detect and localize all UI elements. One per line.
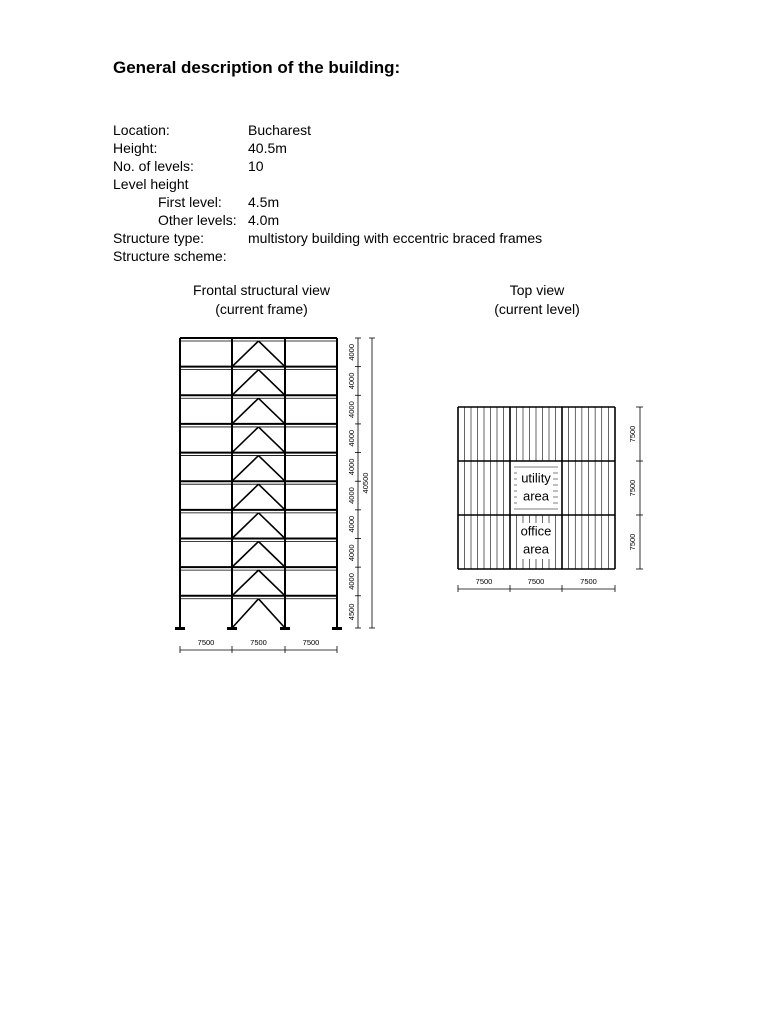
brace-member	[259, 513, 286, 539]
bay-width-label: 7500	[580, 576, 597, 586]
info-label: Structure type:	[113, 230, 205, 246]
brace-member	[232, 341, 259, 367]
level-height-label: 4500	[346, 603, 356, 621]
bay-width-label: 7500	[475, 576, 493, 586]
brace-member	[232, 456, 259, 482]
support-symbol	[280, 627, 290, 630]
brace-member	[259, 370, 286, 396]
level-height-label: 4000	[346, 429, 356, 447]
info-value: Bucharest	[248, 122, 312, 138]
level-height-label: 4000	[346, 372, 356, 390]
top-view-drawing	[458, 407, 643, 592]
top-caption-line1: Top view	[509, 282, 565, 298]
brace-member	[259, 484, 286, 510]
level-height-label: 4000	[346, 487, 356, 504]
info-value: 40.5m	[248, 140, 287, 156]
total-height-label: 40500	[360, 472, 370, 494]
brace-member	[259, 570, 286, 596]
support-symbol	[332, 627, 342, 630]
level-height-label: 4000	[346, 544, 356, 562]
span-label: 7500	[250, 637, 267, 647]
brace-member	[259, 398, 286, 424]
brace-member	[232, 370, 259, 396]
brace-member	[232, 398, 259, 424]
brace-member	[232, 427, 259, 453]
utility-area-label: area	[522, 488, 550, 504]
info-label: No. of levels:	[113, 158, 194, 174]
info-label: First level:	[158, 194, 222, 210]
frontal-structural-drawing	[175, 338, 375, 653]
level-height-label: 4000	[346, 458, 356, 476]
brace-member	[259, 541, 286, 567]
brace-member	[259, 341, 286, 367]
utility-area-label: utility	[521, 470, 551, 486]
info-label: Structure scheme:	[113, 248, 227, 264]
document-title: General description of the building:	[113, 58, 401, 77]
support-symbol	[175, 627, 185, 630]
brace-member	[259, 456, 286, 482]
frontal-caption-line2: (current frame)	[215, 301, 308, 317]
bay-depth-label: 7500	[627, 479, 637, 497]
level-height-label: 4000	[346, 401, 356, 418]
info-value: 4.0m	[248, 212, 280, 228]
info-value: 10	[248, 158, 264, 174]
span-label: 7500	[197, 637, 215, 647]
level-height-label: 4000	[346, 515, 356, 533]
info-label: Level height	[113, 176, 189, 192]
office-area-label: area	[522, 541, 550, 557]
bay-depth-label: 7500	[627, 533, 637, 551]
info-label: Location:	[113, 122, 170, 138]
top-caption-line2: (current level)	[494, 301, 580, 317]
office-area-label: office	[520, 523, 552, 539]
info-label: Other levels:	[158, 212, 237, 228]
brace-member	[259, 427, 286, 453]
bay-depth-label: 7500	[627, 425, 637, 443]
brace-member	[232, 541, 259, 567]
support-symbol	[227, 627, 237, 630]
span-label: 7500	[302, 637, 320, 647]
info-label: Height:	[113, 140, 158, 156]
bay-width-label: 7500	[527, 576, 545, 586]
level-height-label: 4000	[346, 343, 356, 361]
brace-member	[232, 570, 259, 596]
brace-member	[232, 599, 259, 628]
brace-member	[232, 513, 259, 539]
info-value: multistory building with eccentric braced frames	[248, 230, 543, 246]
frontal-caption-line1: Frontal structural view	[193, 282, 330, 298]
level-height-label: 4000	[346, 573, 356, 590]
info-value: 4.5m	[248, 194, 280, 210]
brace-member	[232, 484, 259, 510]
brace-member	[259, 599, 286, 628]
